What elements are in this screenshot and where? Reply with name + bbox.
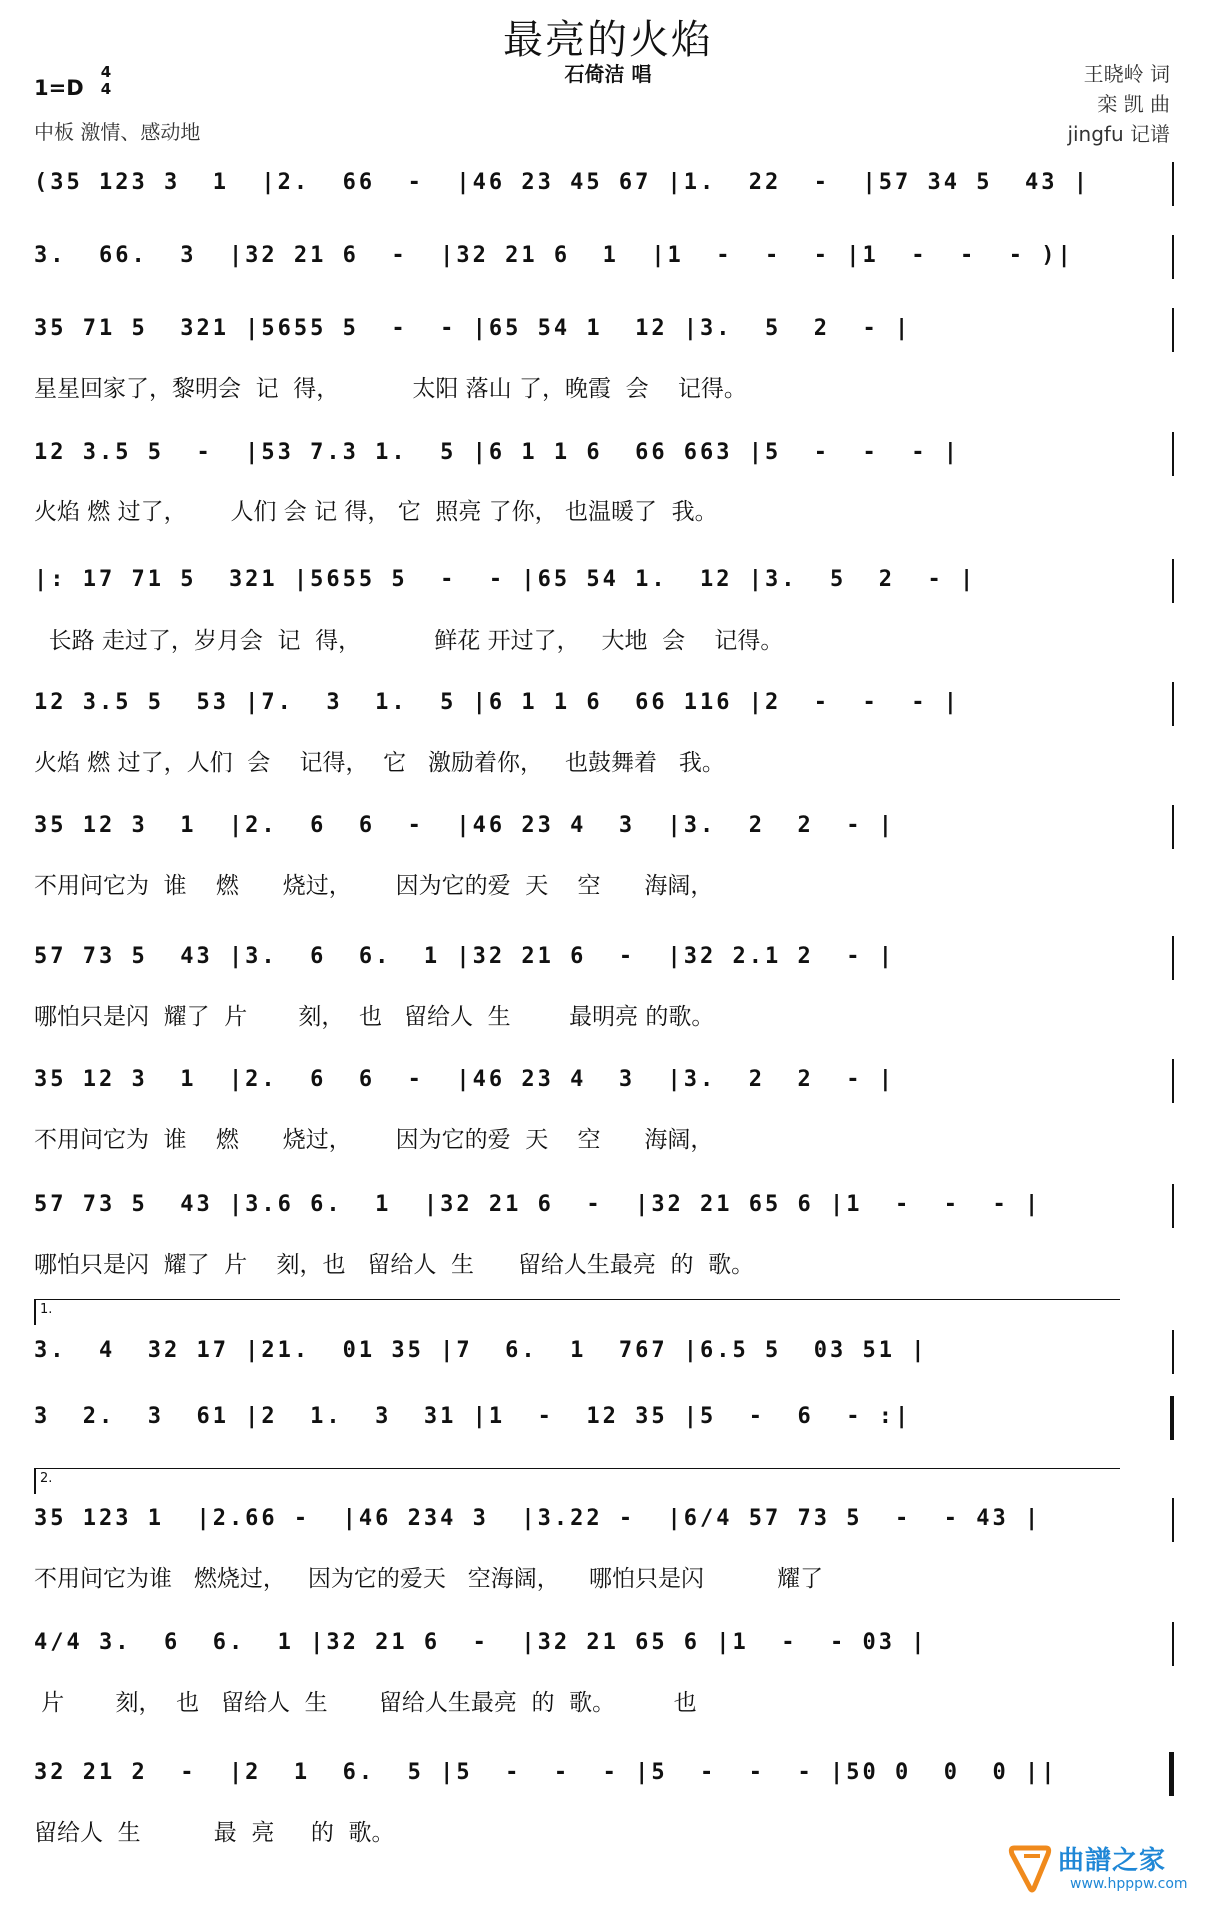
notation-line: 35 12 3 1 |2. 6 6 - |46 23 4 3 |3. 2 2 - |: [34, 813, 895, 838]
barline: [1172, 162, 1174, 206]
volta-bracket-1: [34, 1299, 1120, 1301]
lyrics-line: 留给人 生 最 亮 的 歌。: [34, 1820, 395, 1846]
watermark-url: www.hpppw.com: [1070, 1876, 1188, 1892]
volta-tick: [34, 1468, 36, 1494]
notation-line: 3. 66. 3 |32 21 6 - |32 21 6 1 |1 - - - |1 - - - )|: [34, 243, 1074, 268]
notation-line: 35 71 5 321 |5655 5 - - |65 54 1 12 |3. 5 2 - |: [34, 316, 912, 341]
barline: [1172, 936, 1174, 980]
watermark: [1004, 1834, 1204, 1904]
notation-line: 57 73 5 43 |3. 6 6. 1 |32 21 6 - |32 2.1 2 - |: [34, 944, 895, 969]
notation-line: 3. 4 32 17 |21. 01 35 |7 6. 1 767 |6.5 5 03 51 |: [34, 1338, 928, 1363]
lyricist-credit: 王晓岭 词: [1083, 62, 1170, 86]
notation-line: 3 2. 3 61 |2 1. 3 31 |1 - 12 35 |5 - 6 - :|: [34, 1404, 912, 1429]
volta-bracket-2: [34, 1468, 1120, 1470]
time-signature: [98, 64, 114, 98]
lyrics-line: 片 刻， 也 留给人 生 留给人生最亮 的 歌。 也: [34, 1690, 697, 1716]
notation-line: (35 123 3 1 |2. 66 - |46 23 45 67 |1. 22 - |57 34 5 43 |: [34, 170, 1090, 195]
meter-bottom: 4: [100, 80, 112, 98]
lyrics-line: 哪怕只是闪 耀了 片 刻， 也 留给人 生 最明亮 的歌。: [34, 1004, 715, 1030]
lyrics-line: 不用问它为 谁 燃 烧过， 因为它的爱 天 空 海阔，: [34, 1127, 714, 1153]
watermark-text: 曲譜之家: [1058, 1846, 1167, 1876]
watermark-logo-icon: [1004, 1838, 1060, 1894]
notation-line: 12 3.5 5 53 |7. 3 1. 5 |6 1 1 6 66 116 |2 - - - |: [34, 690, 960, 715]
lyrics-line: 星星回家了，黎明会 记 得， 太阳 落山 了，晚霞 会 记得。: [34, 376, 747, 402]
lyrics-line: 不用问它为谁 燃烧过， 因为它的爱天 空海阔， 哪怕只是闪 耀了: [34, 1566, 824, 1592]
singer-credit: 石倚洁 唱: [564, 62, 652, 86]
barline: [1172, 805, 1174, 849]
barline: [1172, 1059, 1174, 1103]
tempo-marking: 中板 激情、感动地: [34, 120, 201, 144]
song-title: 最亮的火焰: [503, 17, 713, 63]
repeat-end-barline: [1170, 1396, 1174, 1440]
barline: [1172, 1622, 1174, 1666]
notation-line: 32 21 2 - |2 1 6. 5 |5 - - - |5 - - - |50 0 0 0 ||: [34, 1760, 1058, 1785]
notation-line: |: 17 71 5 321 |5655 5 - - |65 54 1. 12 |3. 5 2 - |: [34, 567, 977, 592]
composer-credit: 栾 凯 曲: [1097, 92, 1170, 116]
lyrics-line: 哪怕只是闪 耀了 片 刻，也 留给人 生 留给人生最亮 的 歌。: [34, 1252, 755, 1278]
notation-line: 35 123 1 |2.66 - |46 234 3 |3.22 - |6/4 57 73 5 - - 43 |: [34, 1506, 1042, 1531]
final-barline: [1169, 1752, 1174, 1796]
barline: [1172, 559, 1174, 603]
barline: [1172, 1330, 1174, 1374]
notation-line: 4/4 3. 6 6. 1 |32 21 6 - |32 21 65 6 |1 - - 03 |: [34, 1630, 928, 1655]
key-signature: [34, 76, 84, 100]
barline: [1172, 682, 1174, 726]
transcriber-credit: jingfu 记谱: [1067, 122, 1170, 146]
key-value: 1=D: [34, 76, 84, 100]
barline: [1172, 1184, 1174, 1228]
barline: [1172, 1498, 1174, 1542]
lyrics-line: 火焰 燃 过了， 人们 会 记 得， 它 照亮 了你， 也温暖了 我。: [34, 499, 718, 525]
lyrics-line: 火焰 燃 过了，人们 会 记得， 它 激励着你， 也鼓舞着 我。: [34, 750, 725, 776]
notation-line: 12 3.5 5 - |53 7.3 1. 5 |6 1 1 6 66 663 |5 - - - |: [34, 440, 960, 465]
lyrics-line: 不用问它为 谁 燃 烧过， 因为它的爱 天 空 海阔，: [34, 873, 714, 899]
volta-number: 1.: [40, 1302, 53, 1317]
meter-top: 4: [100, 63, 112, 81]
barline: [1172, 308, 1174, 352]
volta-tick: [34, 1299, 36, 1325]
volta-number: 2.: [40, 1471, 53, 1486]
notation-line: 57 73 5 43 |3.6 6. 1 |32 21 6 - |32 21 65 6 |1 - - - |: [34, 1192, 1042, 1217]
notation-line: 35 12 3 1 |2. 6 6 - |46 23 4 3 |3. 2 2 - |: [34, 1067, 895, 1092]
barline: [1172, 432, 1174, 476]
lyrics-line: 长路 走过了，岁月会 记 得， 鲜花 开过了， 大地 会 记得。: [34, 628, 784, 654]
barline: [1172, 235, 1174, 279]
